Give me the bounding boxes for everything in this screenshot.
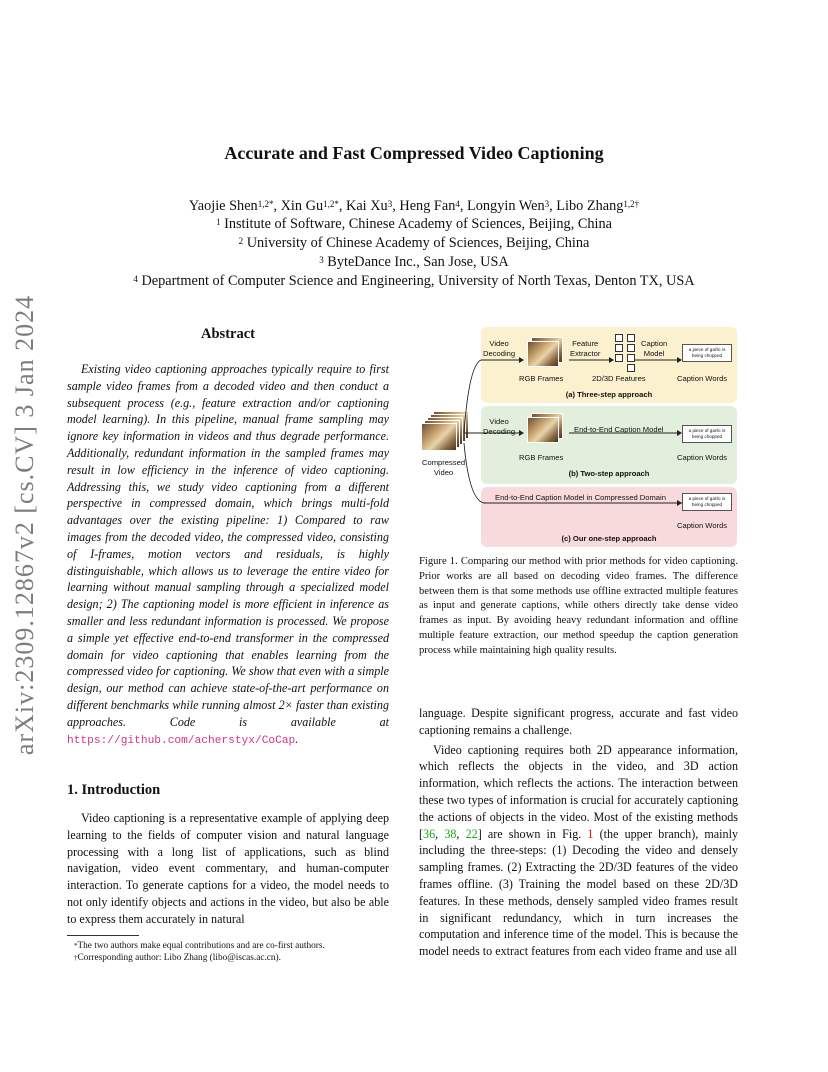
caption-model-label: Caption Model [641,339,668,358]
arxiv-stamp: arXiv:2309.12867v2 [cs.CV] 3 Jan 2024 [10,294,39,756]
compressed-video-label: Compressed Video [422,458,466,477]
rgb-frames-thumbnail-b [527,417,559,443]
caption-output-box-b: a piece of garlic is being chopped [682,425,732,443]
rgb-frames-label-b: RGB Frames [519,453,564,462]
author-name: Libo Zhang [556,198,624,214]
author-affil-mark: 4 [455,199,460,209]
caption-words-label: Caption Words [677,374,728,383]
author-name: Yaojie Shen [188,198,258,214]
video-decoding-label: Video Decoding [483,339,516,358]
abstract-text: Existing video captioning approaches typically require to first sample video frames from a decoded video and then conduct a subsequent process (e.g., feature extraction and/or captioning model learning). In this pipeline, manual frame sampling may ignore key information in videos and thus degrade performance. Additionally, redundant information in the sampled frames may result in low efficiency in the inference of video captioning. Addressing this, we study video captioning from a different perspective in compressed domain, which brings multi-fold advantages over the existing pipeline: 1) Compared to raw images from the decoded video, the compressed video, consisting of I-frames, motion vectors and residuals, is highly distinguishable, which allows us to leverage the entire video for learning without manual sampling through a specialized model design; 2) The captioning model is more efficient in inference as smaller and less redundant information is processed. We propose a simple yet effective end-to-end transformer in the compressed domain for video captioning that enables learning from the compressed video for captioning. We show that even with a simple design, our method can achieve state-of-the-art performance on different benchmarks while running almost 2× faster than existing approaches. Code is available at [67,362,389,729]
intro-paragraph: Video captioning is a representative example of applying deep learning to the fields of computer vision and natural language processing with a long list of applications, such as blind navigation, video event commentary, and human-computer interaction. To generate captions for a video, the model needs to not only identify objects and actions in the video, but also be able to express them accurately in natural [67,811,389,926]
author-name: Longyin Wen [467,198,545,214]
section-heading-introduction: 1. Introduction [67,782,161,798]
caption-output-box: a piece of garlic is being chopped [682,344,732,362]
features-2d3d-label: 2D/3D Features [592,374,646,383]
citation-link[interactable]: 38 [444,826,457,841]
author-name: Xin Gu [280,198,324,214]
rgb-frames-label: RGB Frames [519,374,564,383]
abstract-heading: Abstract [201,326,255,342]
author-list: Yaojie Shen$^{1,2*}$, Xin $Gu^{1,2*}$, Kai Xu$^3$, Heng Fan$^4$, Longyin Wen$^3$, Libo Zhang$^{1,2\dagger}$ [188,198,640,214]
caption-output-box-c: a piece of garlic is being chopped [682,493,732,511]
caption-words-label-c: Caption Words [677,521,728,530]
e2e-caption-model-label: End-to-End Caption Model [574,425,664,434]
paper-title: Accurate and Fast Compressed Video Captioning [224,143,604,163]
author-affil-mark: 3 [387,199,393,209]
right-column-body [419,705,738,960]
footnote-rule [67,935,139,936]
figure-reference-link[interactable]: 1 [587,826,594,841]
panel-b-title: (b) Two-step approach [568,469,650,478]
feature-extractor-label: Feature Extractor [570,339,601,358]
citation-link[interactable]: 36 [423,826,436,841]
author-affil-mark: 1,2* [323,199,339,209]
e2e-compressed-label: End-to-End Caption Model in Compressed Domain [495,493,666,502]
author-affil-mark: 3 [544,199,550,209]
code-link[interactable]: https://github.com/acherstyx/CoCap [67,734,296,747]
footnote-2: †Corresponding author: Libo Zhang (libo@iscas.ac.cn). [73,953,281,963]
author-affil-mark: 1,2* [257,199,274,209]
paragraph-continued: language. Despite significant progress, accurate and fast video captioning remains a challenge. [419,706,738,737]
abstract-body: Existing video captioning approaches typically require to first sample video frames from a decoded video and then conduct a subsequent process (e.g., feature extraction and/or captioning model learning). In this pipeline, manual frame sampling may ignore key information in videos and thus degrade performance. Additionally, redundant information in the sampled frames may result in low efficiency in the inference of video captioning. Addressing this, we study video captioning from a different perspective in compressed domain, which brings multi-fold advantages over the existing pipeline: 1) Compared to raw images from the decoded video, the compressed video, consisting of I-frames, motion vectors and residuals, is highly distinguishable, which allows us to leverage the entire video for learning without manual sampling through a specialized model design; 2) The captioning model is more efficient in inference as smaller and less redundant information is processed. We propose a simple yet effective end-to-end transformer in the compressed domain for video captioning that enables learning from the compressed video for captioning. We show that even with a simple design, our method can achieve state-of-the-art performance on different benchmarks while running almost 2× faster than existing approaches. Code is available at https://github.com/acherstyx/CoCap. [67,362,389,747]
figure-1 [419,325,739,550]
panel-a-title: (a) Three-step approach [565,390,653,399]
footnote-1: *The two authors make equal contributions and are co-first authors. [73,941,325,951]
citation-link[interactable]: 22 [465,826,478,841]
affiliation-3: $^3$ ByteDance Inc., San Jose, USA [319,254,509,270]
figure-1-caption: Figure 1. Comparing our method with prior methods for video captioning. Prior works are all based on decoding video frames. The difference between them is that some methods use offline extracted multiple features as input and generate captions, while others directly take dense video frames as input. By avoiding heavy redundant information and offline multiple feature extraction, our method speedup the caption generation process while maintaining high quality results. [419,556,738,656]
affiliation-1: $^1$ Institute of Software, Chinese Academy of Sciences, Beijing, China [216,216,612,232]
author-name: Kai Xu [346,198,388,214]
rgb-frames-thumbnail [527,341,559,367]
affiliation-2: $^2$ University of Chinese Academy of Sciences, Beijing, China [238,235,590,251]
author-name: Heng Fan [399,198,456,214]
feature-cell [627,364,635,372]
paragraph-video-captioning: Video captioning requires both 2D appearance information, which reflects the objects in the video, and 3D action information, which reflects the actions. The interaction between these two types of information is crucial for accurately captioning the actions of objects in the video. Most of the existing methods [36, 38, 22] are shown in Fig. 1 (the upper branch), mainly including the three-steps: (1) Decoding the video and densely sampling frames. (2) Extracting the 2D/3D features of the video frames offline. (3) Training the model based on these 2D/3D features. In these methods, densely sampled video frames result in significant redundancy, which in turn increases the computation and inference time of the model. This is because the model needs to extract features from each video frame and use all [419,742,738,959]
author-affil-mark: 1,2† [623,199,640,209]
caption-words-label-b: Caption Words [677,453,728,462]
affiliation-4: $^4$ Department of Computer Science and Engineering, University of North Texas, Denton TX, USA [133,273,695,289]
video-decoding-label-b: Video Decoding [483,417,516,436]
panel-c-title: (c) Our one-step approach [561,534,657,543]
